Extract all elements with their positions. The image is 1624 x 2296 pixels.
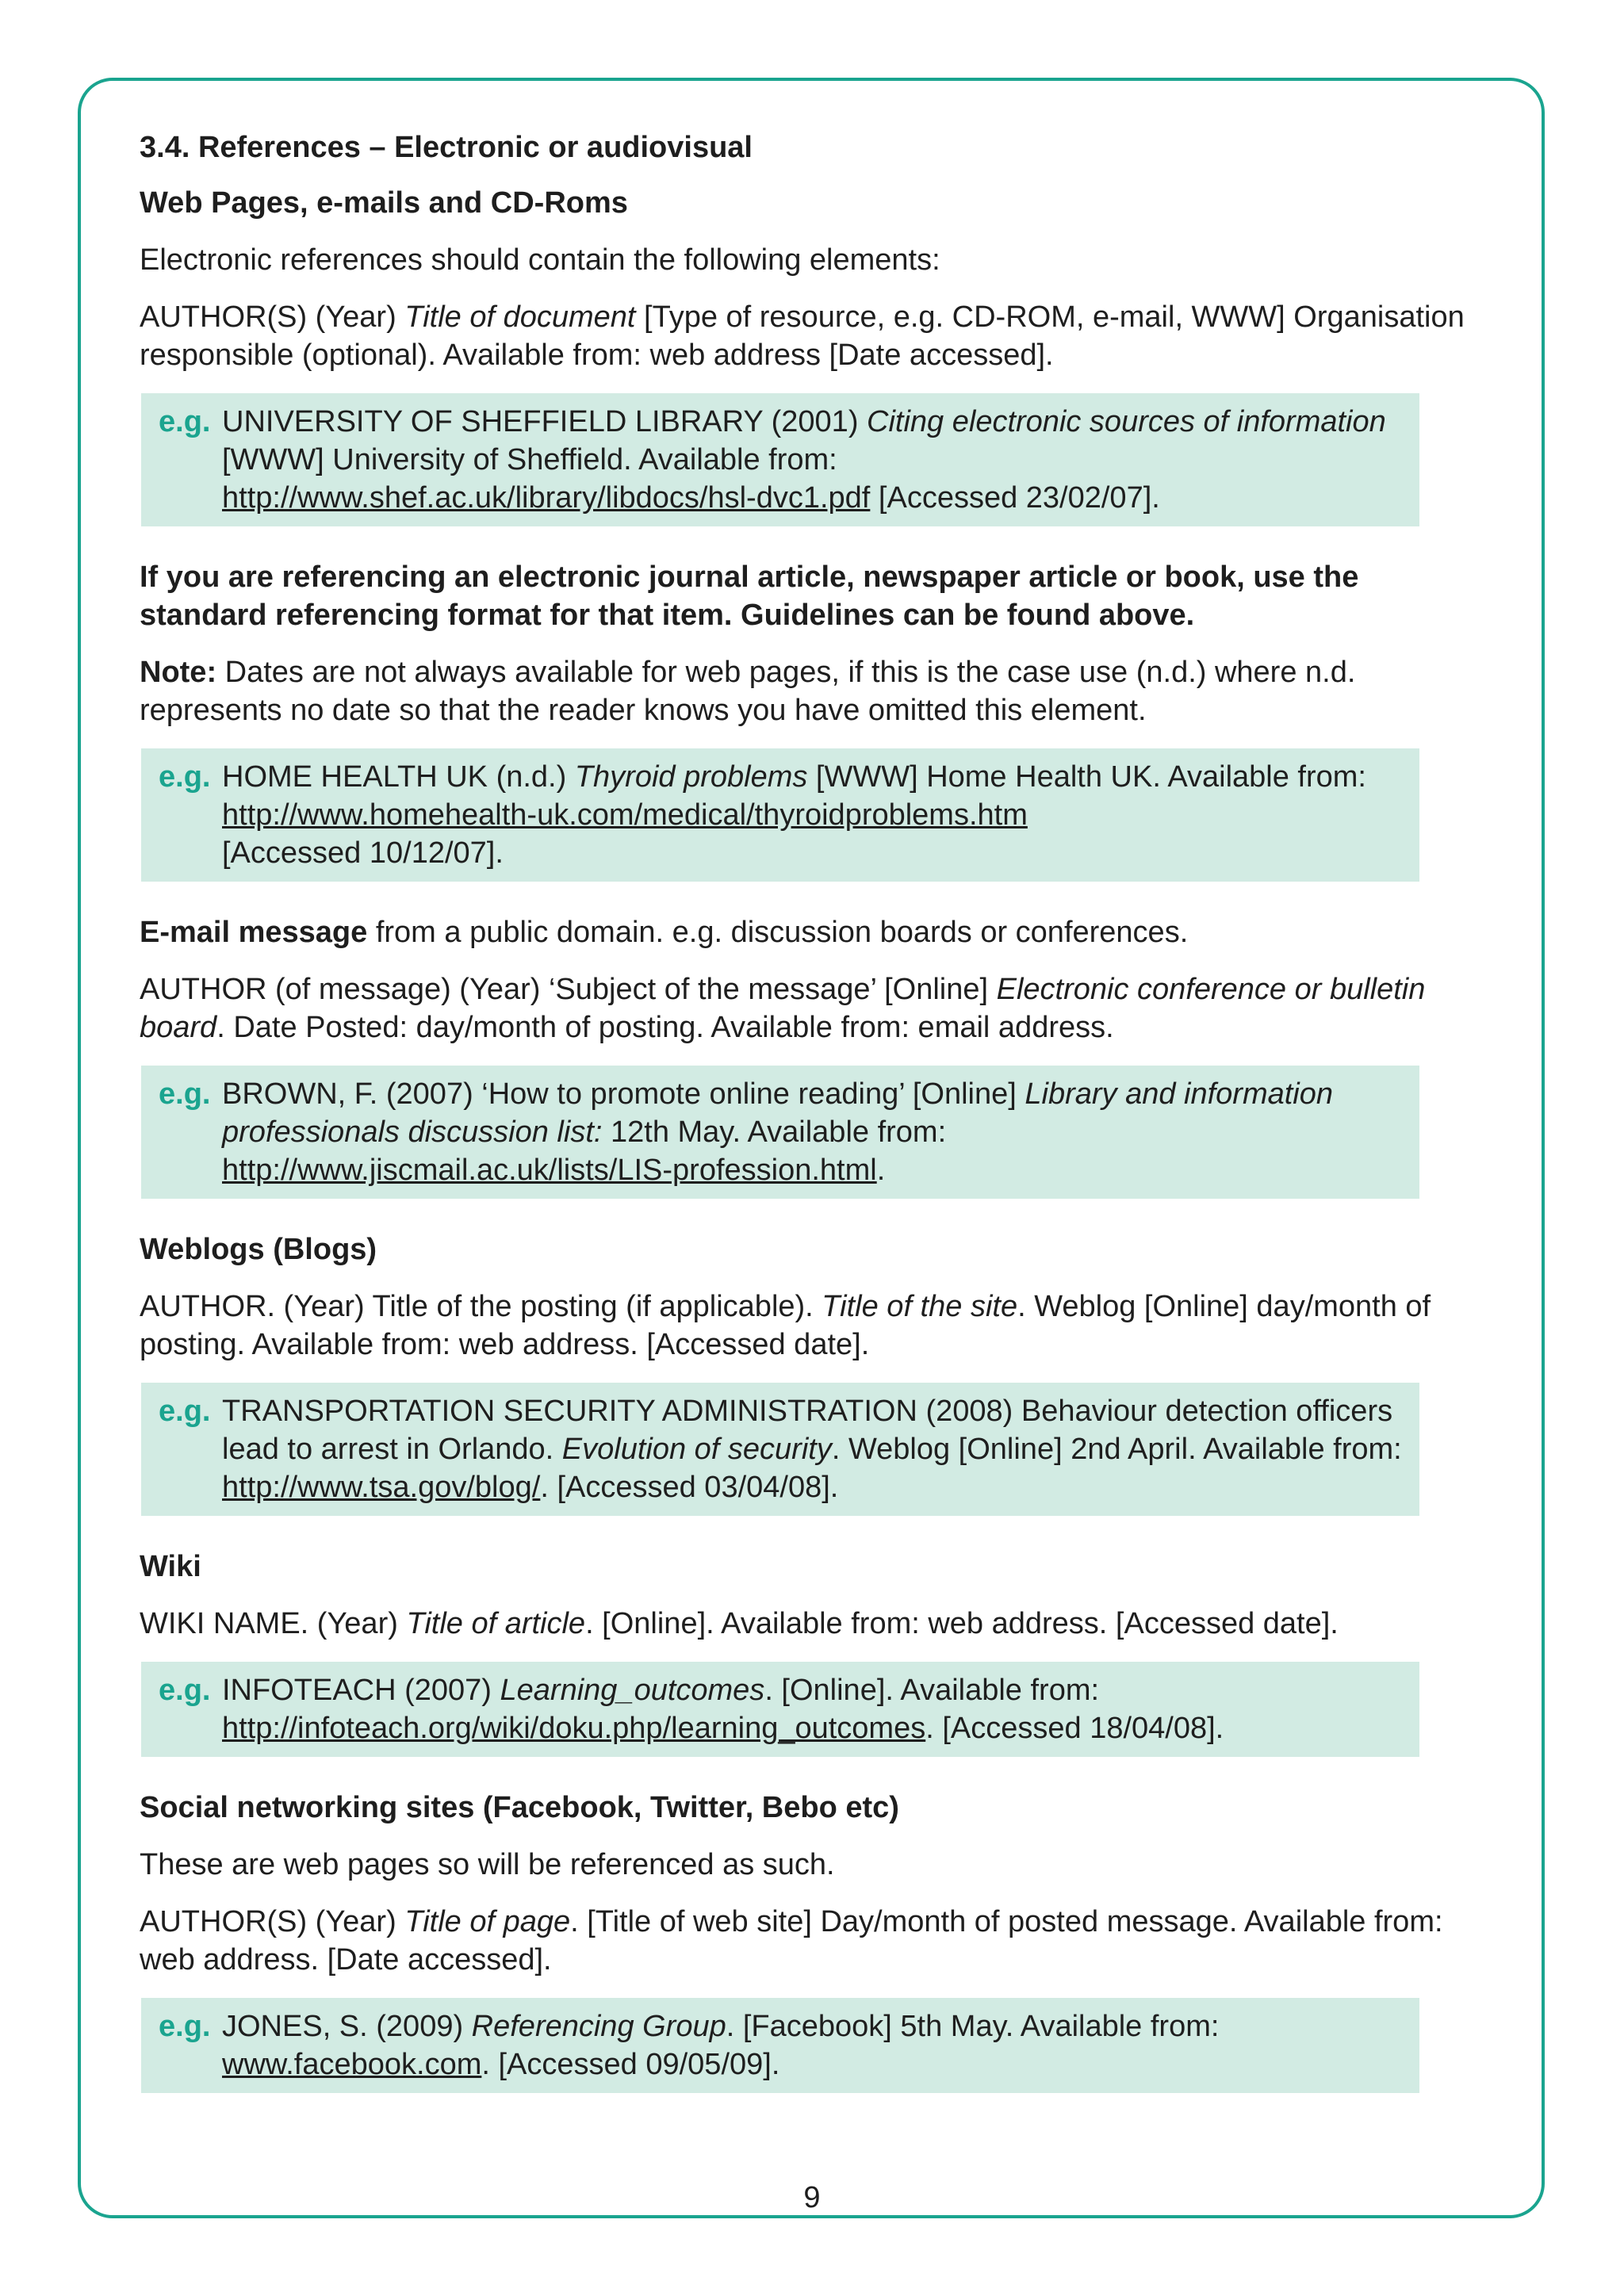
- eg-label: e.g.: [159, 1674, 211, 1707]
- format-italic: Title of page: [404, 1905, 571, 1938]
- example-italic: Learning_outcomes: [500, 1674, 765, 1707]
- eg-label: e.g.: [159, 405, 211, 438]
- web-pages-heading: Web Pages, e-mails and CD-Roms: [140, 186, 628, 220]
- example-link[interactable]: www.facebook.com: [222, 2048, 482, 2081]
- example-link[interactable]: http://www.jiscmail.ac.uk/lists/LIS-profession.html: [222, 1154, 877, 1187]
- dates-note: [140, 653, 1488, 729]
- eg-label: e.g.: [159, 1395, 211, 1428]
- example-text: 12th May. Available from:: [602, 1115, 947, 1149]
- example-text: BROWN, F. (2007) ‘How to promote online reading’ [Online]: [222, 1077, 1025, 1111]
- format-text: . [Title of web site] Day/month of posted message. Available from: web address. [Date accessed].: [140, 1905, 1443, 1976]
- social-intro: These are web pages so will be referenced as such.: [140, 1848, 835, 1881]
- wiki-heading: Wiki: [140, 1550, 201, 1583]
- journal-note: If you are referencing an electronic journal article, newspaper article or book, use the standard referencing format for that item. Guidelines can be found above.: [140, 561, 1359, 632]
- email-intro: [140, 913, 1488, 951]
- web-intro: Electronic references should contain the following elements:: [140, 243, 940, 277]
- social-format: [140, 1903, 1488, 1979]
- blogs-format: [140, 1288, 1488, 1364]
- example-text: HOME HEALTH UK (n.d.): [222, 760, 575, 794]
- email-label: E-mail message: [140, 916, 368, 949]
- example-text: [Accessed 23/02/07].: [870, 481, 1160, 515]
- format-italic: Title of the site: [822, 1290, 1018, 1323]
- example-link[interactable]: http://infoteach.org/wiki/doku.php/learning_outcomes: [222, 1712, 926, 1745]
- email-example-box: [141, 1066, 1419, 1199]
- eg-label: e.g.: [159, 760, 211, 794]
- example-text: INFOTEACH (2007): [222, 1674, 500, 1707]
- example-text: . [Accessed 03/04/08].: [540, 1471, 839, 1504]
- example-text: [WWW] University of Sheffield. Available from:: [222, 443, 837, 476]
- section-title: 3.4. References – Electronic or audiovisual: [140, 131, 753, 164]
- example-text: .: [876, 1154, 886, 1187]
- email-text: from a public domain. e.g. discussion boards or conferences.: [367, 916, 1189, 949]
- email-format: [140, 970, 1488, 1047]
- example-text: . [Facebook] 5th May. Available from:: [726, 2010, 1220, 2043]
- example-text: TRANSPORTATION SECURITY ADMINISTRATION (2008) Behaviour detection officers lead to arrest in Orlando.: [222, 1395, 1393, 1466]
- example-link[interactable]: http://www.tsa.gov/blog/: [222, 1471, 541, 1504]
- note-example-box: [141, 748, 1419, 882]
- example-text: . [Online]. Available from:: [764, 1674, 1100, 1707]
- page-number: 9: [803, 2181, 821, 2214]
- note-label: Note:: [140, 656, 217, 689]
- format-text: . Weblog [Online] day/month of posting. Available from: web address. [Accessed date].: [140, 1290, 1431, 1361]
- example-text: UNIVERSITY OF SHEFFIELD LIBRARY (2001): [222, 405, 868, 438]
- example-text: . [Accessed 09/05/09].: [481, 2048, 780, 2081]
- format-italic: Electronic conference or bulletin board: [140, 973, 1426, 1044]
- format-italic: Title of article: [406, 1607, 586, 1640]
- page-content: [140, 128, 1488, 2093]
- example-italic: Referencing Group: [471, 2010, 726, 2043]
- example-link[interactable]: http://www.homehealth-uk.com/medical/thyroidproblems.htm: [222, 798, 1028, 832]
- example-text: . [Accessed 18/04/08].: [925, 1712, 1224, 1745]
- format-text: AUTHOR. (Year) Title of the posting (if applicable).: [140, 1290, 822, 1323]
- format-text: . [Online]. Available from: web address. [Accessed date].: [585, 1607, 1339, 1640]
- example-italic: Thyroid problems: [574, 760, 808, 794]
- format-text: AUTHOR (of message) (Year) ‘Subject of the message’ [Online]: [140, 973, 997, 1006]
- example-text: [Accessed 10/12/07].: [222, 836, 504, 870]
- blogs-example-box: [141, 1383, 1419, 1516]
- format-text: AUTHOR(S) (Year): [140, 300, 405, 334]
- example-text: [WWW] Home Health UK. Available from:: [807, 760, 1366, 794]
- format-text: . Date Posted: day/month of posting. Available from: email address.: [216, 1011, 1114, 1044]
- eg-label: e.g.: [159, 1077, 211, 1111]
- example-text: . Weblog [Online] 2nd April. Available from:: [831, 1433, 1402, 1466]
- blogs-heading: Weblogs (Blogs): [140, 1233, 377, 1266]
- example-italic: Library and information professionals discussion list:: [222, 1077, 1334, 1149]
- note-text: Dates are not always available for web pages, if this is the case use (n.d.) where n.d. represents no date so that the reader knows you have omitted this element.: [140, 656, 1356, 727]
- format-text: AUTHOR(S) (Year): [140, 1905, 405, 1938]
- wiki-example-box: [141, 1662, 1419, 1757]
- format-text: WIKI NAME. (Year): [140, 1607, 407, 1640]
- social-example-box: [141, 1998, 1419, 2093]
- example-italic: Citing electronic sources of information: [867, 405, 1386, 438]
- social-heading: Social networking sites (Facebook, Twitter, Bebo etc): [140, 1791, 899, 1824]
- example-link[interactable]: http://www.shef.ac.uk/library/libdocs/hsl-dvc1.pdf: [222, 481, 871, 515]
- eg-label: e.g.: [159, 2010, 211, 2043]
- web-format: [140, 298, 1488, 374]
- format-italic: Title of document: [404, 300, 636, 334]
- web-example-box: [141, 393, 1419, 526]
- format-text: [Type of resource, e.g. CD-ROM, e-mail, WWW] Organisation responsible (optional). Available from: web address [Date accessed].: [140, 300, 1465, 372]
- example-italic: Evolution of security: [561, 1433, 832, 1466]
- example-text: JONES, S. (2009): [222, 2010, 472, 2043]
- wiki-format: [140, 1605, 1488, 1643]
